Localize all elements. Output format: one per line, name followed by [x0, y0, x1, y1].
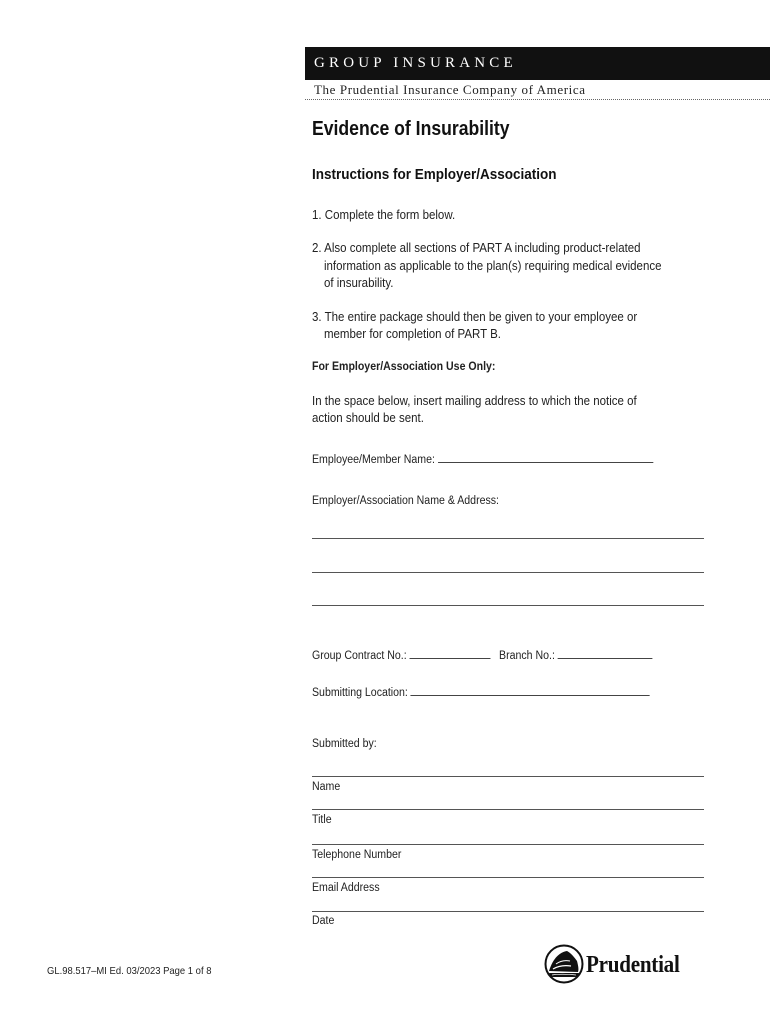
telephone-label: Telephone Number — [312, 849, 402, 861]
prudential-wordmark: Prudential — [586, 952, 680, 978]
email-label: Email Address — [312, 882, 380, 894]
group-contract-label: Group Contract No.: — [312, 650, 407, 662]
name-line[interactable] — [312, 776, 704, 777]
instruction-3-line-1: 3. The entire package should then be given to your employee or — [312, 310, 638, 324]
form-footer: GL.98.517–MI Ed. 03/2023 Page 1 of 8 — [47, 965, 212, 977]
submitted-by-label: Submitted by: — [312, 738, 377, 750]
prudential-logo — [544, 944, 714, 984]
instruction-2-line-2: information as applicable to the plan(s) requiring medical evidence — [323, 259, 662, 273]
use-only-note-line-1: In the space below, insert mailing address to which the notice of — [312, 394, 637, 408]
employer-address-label: Employer/Association Name & Address: — [312, 495, 500, 507]
instruction-3-line-2: member for completion of PART B. — [323, 327, 502, 341]
use-only-heading: For Employer/Association Use Only: — [312, 361, 496, 373]
date-label: Date — [312, 915, 335, 927]
employee-name-field — [312, 451, 653, 468]
page-title: Evidence of Insurability — [312, 118, 510, 140]
section-subtitle: Instructions for Employer/Association — [312, 166, 557, 183]
use-only-note-line-2: action should be sent. — [312, 411, 424, 425]
address-line-3[interactable] — [312, 605, 704, 606]
title-label: Title — [312, 814, 332, 826]
header-band-label: GROUP INSURANCE — [314, 55, 517, 71]
contract-branch-row — [312, 647, 653, 664]
instruction-1: 1. Complete the form below. — [312, 208, 456, 222]
date-line[interactable] — [312, 911, 704, 912]
company-name: The Prudential Insurance Company of America — [314, 82, 586, 97]
submitting-location-field — [312, 684, 650, 701]
name-label: Name — [312, 781, 341, 793]
group-contract-input[interactable] — [410, 647, 491, 659]
address-line-2[interactable] — [312, 572, 704, 573]
instruction-2-line-1: 2. Also complete all sections of PART A including product-related — [312, 241, 641, 255]
telephone-line[interactable] — [312, 844, 704, 845]
header-band — [305, 47, 770, 80]
submitting-location-input[interactable] — [411, 684, 650, 696]
email-line[interactable] — [312, 877, 704, 878]
branch-label: Branch No.: — [499, 650, 555, 662]
branch-input[interactable] — [558, 647, 653, 659]
header-divider — [305, 99, 770, 100]
instruction-2-line-3: of insurability. — [323, 276, 394, 290]
title-line[interactable] — [312, 809, 704, 810]
employee-name-label: Employee/Member Name: — [312, 454, 435, 466]
submitting-location-label: Submitting Location: — [312, 687, 408, 699]
employee-name-input[interactable] — [438, 451, 653, 463]
rock-of-gibraltar-icon — [544, 944, 584, 984]
address-line-1[interactable] — [312, 538, 704, 539]
